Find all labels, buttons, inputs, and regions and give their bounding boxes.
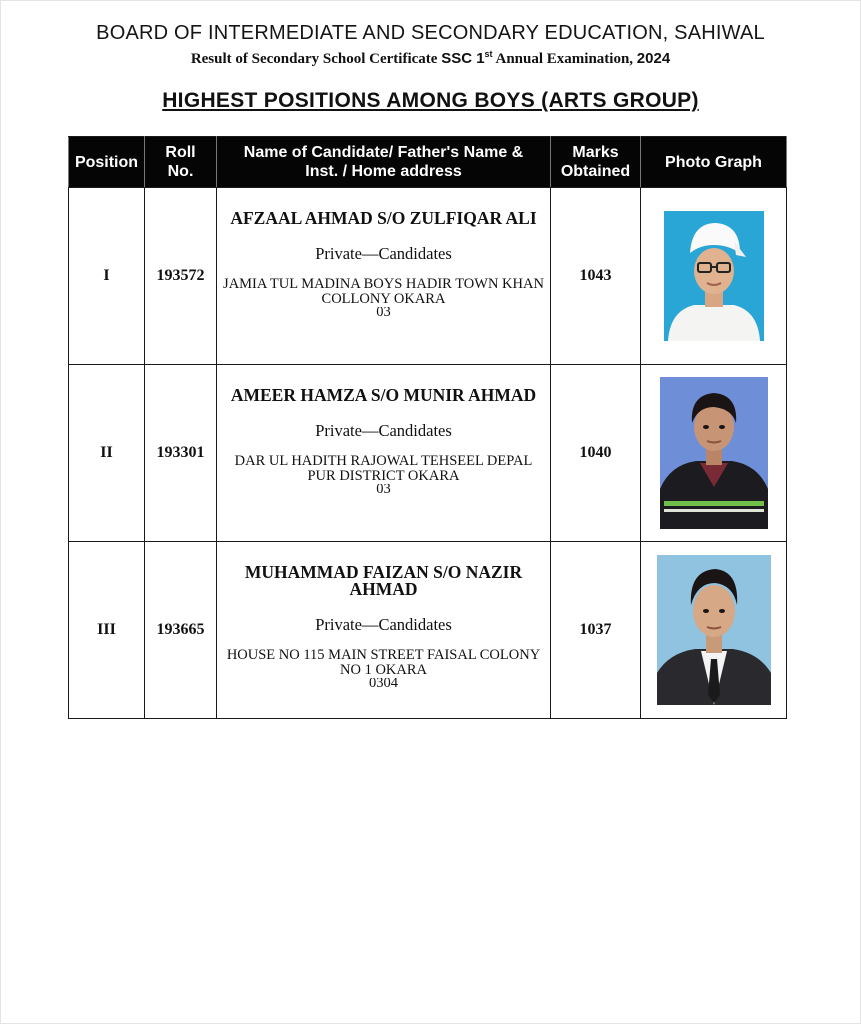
- candidate-photo: [664, 211, 764, 341]
- candidate-phone: 03: [376, 484, 391, 493]
- candidate-phone: 0304: [369, 678, 398, 687]
- candidate-info-cell: [217, 365, 551, 542]
- candidate-type: Private—Candidates: [315, 244, 452, 263]
- exam-ordinal: st: [484, 49, 493, 59]
- position-cell: II: [69, 365, 145, 542]
- candidate-type: Private—Candidates: [315, 421, 452, 440]
- header-position: Position: [69, 137, 145, 188]
- header-roll-no: Roll No.: [145, 137, 217, 188]
- candidate-photo: [660, 377, 768, 529]
- candidate-photo: [657, 555, 771, 705]
- roll-number-cell: 193665: [145, 542, 217, 719]
- candidate-name: MUHAMMAD FAIZAN S/O NAZIR AHMAD: [244, 562, 523, 599]
- header-name-address: Name of Candidate/ Father's Name & Inst. / Home address: [217, 137, 551, 188]
- position-cell: III: [69, 542, 145, 719]
- header-marks: Marks Obtained: [551, 137, 641, 188]
- photo-cell: [641, 188, 787, 365]
- table-row: [69, 542, 787, 719]
- board-title: BOARD OF INTERMEDIATE AND SECONDARY EDUCATION, SAHIWAL: [96, 22, 765, 44]
- exam-year: 2024: [636, 50, 671, 67]
- marks-cell: 1037: [551, 542, 641, 719]
- result-prefix: Result of Secondary School Certificate: [190, 51, 438, 67]
- result-subtitle: [0, 49, 861, 68]
- candidate-info-cell: [217, 188, 551, 365]
- candidate-name: AMEER HAMZA S/O MUNIR AHMAD: [230, 385, 537, 405]
- results-table: [68, 136, 787, 719]
- table-row: [69, 188, 787, 365]
- photo-cell: [641, 365, 787, 542]
- page-heading: HIGHEST POSITIONS AMONG BOYS (ARTS GROUP): [162, 89, 699, 112]
- candidate-address: JAMIA TUL MADINA BOYS HADIR TOWN KHAN COLLONY OKARA: [223, 276, 544, 307]
- candidate-name: AFZAAL AHMAD S/O ZULFIQAR ALI: [230, 208, 537, 228]
- exam-suffix: Annual Examination,: [495, 51, 634, 67]
- header-photo: Photo Graph: [641, 137, 787, 188]
- candidate-info-cell: [217, 542, 551, 719]
- marks-cell: 1040: [551, 365, 641, 542]
- roll-number-cell: 193572: [145, 188, 217, 365]
- candidate-phone: 03: [376, 307, 391, 316]
- table-header-row: [69, 137, 787, 188]
- roll-number-cell: 193301: [145, 365, 217, 542]
- position-cell: I: [69, 188, 145, 365]
- candidate-address: DAR UL HADITH RAJOWAL TEHSEEL DEPAL PUR DISTRICT OKARA: [234, 453, 533, 484]
- candidate-type: Private—Candidates: [315, 615, 452, 634]
- candidate-address: HOUSE NO 115 MAIN STREET FAISAL COLONY NO 1 OKARA: [226, 647, 541, 678]
- table-row: [69, 365, 787, 542]
- exam-code: SSC 1st: [441, 49, 493, 67]
- photo-cell: [641, 542, 787, 719]
- marks-cell: 1043: [551, 188, 641, 365]
